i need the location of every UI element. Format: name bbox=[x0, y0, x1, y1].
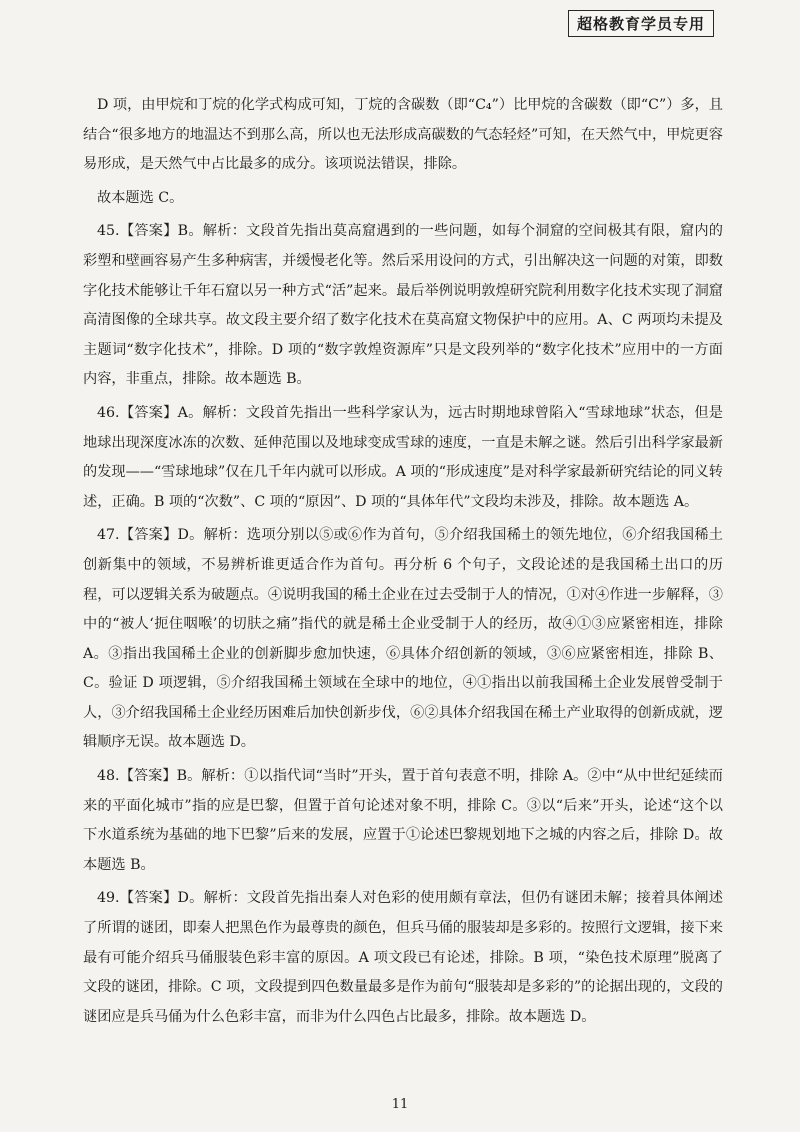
paragraph-answer-46: 46.【答案】A。解析：文段首先指出一些科学家认为，远古时期地球曾陷入“雪球地球”状态，但是地球出现深度冰冻的次数、延伸范围以及地球变成雪球的速度，一直是未解之谜。然后引出科学家最新的发现——“雪球地球”仅在几千年内就可以形成。A 项的“形成速度”是对科学家最新研究结论的同义转述，正确。B 项的“次数”、C 项的“原因”、D 项的“具体年代”文段均未涉及，排除。故本题选 A。 bbox=[83, 404, 723, 510]
page-number: 11 bbox=[391, 1097, 409, 1112]
paragraph-conclusion-44: 故本题选 C。 bbox=[97, 189, 184, 206]
paragraph-answer-47: 47.【答案】D。解析：选项分别以⑤或⑥作为首句，⑤介绍我国稀土的领先地位，⑥介绍我国稀土创新集中的领域，不易辨析谁更适合作为首句。再分析 6 个句子，文段论述的是我国稀土出口的历程，可以逻辑关系为破题点。④说明我国的稀土企业在过去受制于人的情况，①对④作进一步解释，③中的“被人‘扼住咽喉’的切肤之痛”指代的就是稀土企业受制于人的经历，故④①③应紧密相连，排除 A。③指出我国稀土企业的创新脚步愈加快速，⑥具体介绍创新的领域，③⑥应紧密相连，排除 B、C。验证 D 项逻辑，⑤介绍我国稀土领域在全球中的地位，④①指出以前我国稀土企业发展曾受制于人，③介绍我国稀土企业经历困难后加快创新步伐，⑥②具体介绍我国在稀土产业取得的创新成就，逻辑顺序无误。故本题选 D。 bbox=[83, 527, 723, 751]
paragraph-answer-49: 49.【答案】D。解析：文段首先指出秦人对色彩的使用颇有章法，但仍有谜团未解；接着具体阐述了所谓的谜团，即秦人把黑色作为最尊贵的颜色，但兵马俑的服装却是多彩的。按照行文逻辑，接下来最有可能介绍兵马俑服装色彩丰富的原因。A 项文段已有论述，排除。B 项，“染色技术原理”脱离了文段的谜团，排除。C 项，文段提到四色数量最多是作为前句“服装却是多彩的”的论据出现的，文段的谜团应是兵马俑为什么色彩丰富，而非为什么四色占比最多，排除。故本题选 D。 bbox=[83, 890, 723, 1025]
header-label-box bbox=[568, 10, 714, 37]
paragraph-answer-48: 48.【答案】B。解析：①以指代词“当时”开头，置于首句表意不明，排除 A。②中“从中世纪延续而来的平面化城市”指的应是巴黎，但置于首句论述对象不明，排除 C。③以“后来”开头，论述“这个以下水道系统为基础的地下巴黎”后来的发展，应置于①论述巴黎规划地下之城的内容之后，排除 D。故本题选 B。 bbox=[83, 768, 723, 873]
header-label: 超格教育学员专用 bbox=[576, 15, 705, 33]
paragraph-option-d: D 项，由甲烷和丁烷的化学式构成可知，丁烷的含碳数（即“C₄”）比甲烷的含碳数（即“C”）多，且结合“很多地方的地温达不到那么高，所以也无法形成高碳数的气态轻烃”可知，在天然气中，甲烷更容易形成，是天然气中占比最多的成分。该项说法错误，排除。 bbox=[83, 97, 723, 173]
document-body bbox=[83, 91, 723, 1036]
paragraph-answer-45: 45.【答案】B。解析：文段首先指出莫高窟遇到的一些问题，如每个洞窟的空间极其有限，窟内的彩塑和壁画容易产生多种病害，并缓慢老化等。然后采用设问的方式，引出解决这一问题的对策，即数字化技术能够让千年石窟以另一种方式“活”起来。最后举例说明敦煌研究院利用数字化技术实现了洞窟高清图像的全球共享。故文段主要介绍了数字化技术在莫高窟文物保护中的应用。A、C 两项均未提及主题词“数字化技术”，排除。D 项的“数字敦煌资源库”只是文段列举的“数字化技术”应用中的一方面内容，非重点，排除。故本题选 B。 bbox=[83, 223, 723, 388]
